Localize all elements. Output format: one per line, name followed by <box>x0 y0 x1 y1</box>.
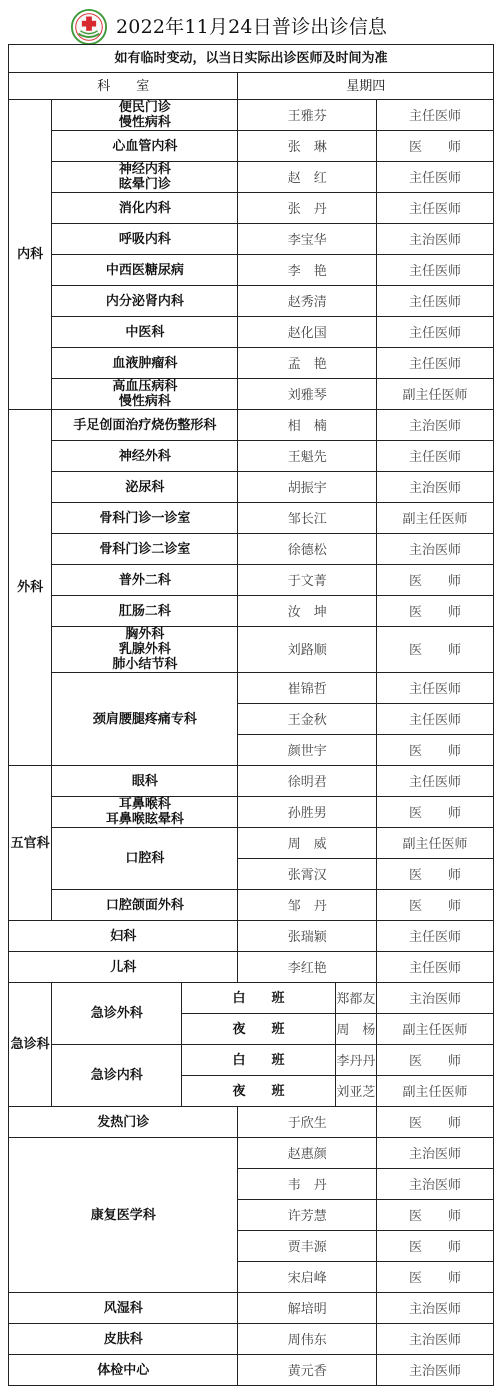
doctor-title: 主任医师 <box>377 100 494 131</box>
dept-cell: 妇科 <box>9 921 238 952</box>
doctor-name: 解培明 <box>238 1293 377 1324</box>
doctor-title: 主治医师 <box>377 224 494 255</box>
doctor-title: 医 师 <box>377 131 494 162</box>
dept-cell: 中西医糖尿病 <box>52 255 238 286</box>
doctor-name: 赵秀清 <box>238 286 377 317</box>
category-jizhen: 急诊科 <box>9 983 52 1107</box>
doctor-title: 主任医师 <box>377 673 494 704</box>
doctor-title: 主任医师 <box>377 704 494 735</box>
table-row <box>9 379 494 410</box>
doctor-title: 主任医师 <box>377 317 494 348</box>
column-header-day: 星期四 <box>238 73 494 100</box>
dept-cell: 血液肿瘤科 <box>52 348 238 379</box>
doctor-name: 孙胜男 <box>238 797 377 828</box>
shift-cell: 白 班 <box>182 1045 336 1076</box>
dept-cell: 口腔科 <box>52 828 238 890</box>
table-row <box>9 1293 494 1324</box>
dept-cell: 康复医学科 <box>9 1138 238 1293</box>
doctor-title: 主任医师 <box>377 193 494 224</box>
dept-cell: 皮肤科 <box>9 1324 238 1355</box>
table-row <box>9 565 494 596</box>
dept-cell: 消化内科 <box>52 193 238 224</box>
doctor-title: 医 师 <box>377 565 494 596</box>
doctor-title: 医 师 <box>377 735 494 766</box>
doctor-title: 主治医师 <box>377 1169 494 1200</box>
doctor-name: 汝 坤 <box>238 596 377 627</box>
dept-cell: 儿科 <box>9 952 238 983</box>
doctor-name: 徐明君 <box>238 766 377 797</box>
doctor-name: 李丹丹 <box>335 1045 376 1076</box>
column-header-row <box>9 73 494 100</box>
doctor-title: 医 师 <box>377 890 494 921</box>
doctor-name: 胡振宇 <box>238 472 377 503</box>
table-row <box>9 673 494 704</box>
table-row <box>9 952 494 983</box>
doctor-name: 许芳慧 <box>238 1200 377 1231</box>
doctor-name: 贾丰源 <box>238 1231 377 1262</box>
doctor-name: 邹 丹 <box>238 890 377 921</box>
doctor-title: 医 师 <box>377 596 494 627</box>
doctor-name: 王魁先 <box>238 441 377 472</box>
table-row <box>9 131 494 162</box>
doctor-title: 主任医师 <box>377 766 494 797</box>
doctor-title: 主治医师 <box>377 983 494 1014</box>
dept-cell: 颈肩腰腿疼痛专科 <box>52 673 238 766</box>
table-row <box>9 193 494 224</box>
table-row <box>9 1138 494 1169</box>
doctor-name: 赵惠颜 <box>238 1138 377 1169</box>
doctor-name: 黄元香 <box>238 1355 377 1386</box>
doctor-name: 于文菁 <box>238 565 377 596</box>
category-neike: 内科 <box>9 100 52 410</box>
schedule-table <box>8 44 494 1386</box>
doctor-title: 医 师 <box>377 1231 494 1262</box>
table-row <box>9 983 494 1014</box>
dept-cell: 骨科门诊二诊室 <box>52 534 238 565</box>
doctor-name: 徐德松 <box>238 534 377 565</box>
table-row <box>9 503 494 534</box>
doctor-title: 主任医师 <box>377 348 494 379</box>
table-row <box>9 410 494 441</box>
table-row <box>9 162 494 193</box>
category-waike: 外科 <box>9 410 52 766</box>
table-row <box>9 766 494 797</box>
doctor-title: 主治医师 <box>377 472 494 503</box>
table-row <box>9 224 494 255</box>
doctor-title: 医 师 <box>377 1045 494 1076</box>
table-row <box>9 441 494 472</box>
table-row <box>9 534 494 565</box>
doctor-name: 李 艳 <box>238 255 377 286</box>
doctor-name: 相 楠 <box>238 410 377 441</box>
doctor-name: 周伟东 <box>238 1324 377 1355</box>
dept-cell: 体检中心 <box>9 1355 238 1386</box>
column-header-dept: 科 室 <box>9 73 238 100</box>
dept-cell: 心血管内科 <box>52 131 238 162</box>
doctor-name: 李宝华 <box>238 224 377 255</box>
dept-cell: 肛肠二科 <box>52 596 238 627</box>
doctor-title: 主治医师 <box>377 1355 494 1386</box>
table-row <box>9 921 494 952</box>
doctor-name: 周 杨 <box>335 1014 376 1045</box>
table-row <box>9 1107 494 1138</box>
doctor-name: 宋启峰 <box>238 1262 377 1293</box>
doctor-title: 主任医师 <box>377 255 494 286</box>
dept-cell: 风湿科 <box>9 1293 238 1324</box>
doctor-title: 副主任医师 <box>377 503 494 534</box>
table-row <box>9 100 494 131</box>
notice-row <box>9 45 494 73</box>
dept-cell: 骨科门诊一诊室 <box>52 503 238 534</box>
doctor-name: 刘路顺 <box>238 627 377 673</box>
doctor-title: 医 师 <box>377 627 494 673</box>
doctor-title: 主治医师 <box>377 1324 494 1355</box>
doctor-name: 王雅芬 <box>238 100 377 131</box>
table-row <box>9 1045 494 1076</box>
notice-text: 如有临时变动，以当日实际出诊医师及时间为准 <box>9 45 494 73</box>
table-row <box>9 1324 494 1355</box>
hospital-logo-icon <box>70 8 108 46</box>
table-row <box>9 596 494 627</box>
dept-cell: 手足创面治疗烧伤整形科 <box>52 410 238 441</box>
doctor-name: 王金秋 <box>238 704 377 735</box>
doctor-title: 医 师 <box>377 797 494 828</box>
doctor-name: 赵化国 <box>238 317 377 348</box>
dept-cell: 神经内科 眩晕门诊 <box>52 162 238 193</box>
doctor-title: 主治医师 <box>377 1138 494 1169</box>
dept-cell: 神经外科 <box>52 441 238 472</box>
page-title: 2022年11月24日普诊出诊信息 <box>116 16 388 38</box>
doctor-title: 副主任医师 <box>377 1014 494 1045</box>
table-row <box>9 317 494 348</box>
dept-cell: 胸外科 乳腺外科 肺小结节科 <box>52 627 238 673</box>
dept-cell: 内分泌肾内科 <box>52 286 238 317</box>
table-row <box>9 797 494 828</box>
dept-cell: 中医科 <box>52 317 238 348</box>
dept-cell: 急诊外科 <box>52 983 182 1045</box>
dept-cell: 口腔颌面外科 <box>52 890 238 921</box>
doctor-title: 主任医师 <box>377 921 494 952</box>
table-row <box>9 348 494 379</box>
doctor-title: 副主任医师 <box>377 828 494 859</box>
dept-cell: 高血压病科 慢性病科 <box>52 379 238 410</box>
doctor-title: 主任医师 <box>377 952 494 983</box>
shift-cell: 白 班 <box>182 983 336 1014</box>
doctor-title: 医 师 <box>377 1200 494 1231</box>
doctor-title: 主治医师 <box>377 534 494 565</box>
table-row <box>9 472 494 503</box>
dept-cell: 发热门诊 <box>9 1107 238 1138</box>
table-row <box>9 286 494 317</box>
doctor-name: 郑都友 <box>335 983 376 1014</box>
doctor-name: 周 威 <box>238 828 377 859</box>
dept-cell: 呼吸内科 <box>52 224 238 255</box>
dept-cell: 耳鼻喉科 耳鼻喉眩晕科 <box>52 797 238 828</box>
table-row <box>9 828 494 859</box>
doctor-name: 张霄汉 <box>238 859 377 890</box>
category-wuguan: 五官科 <box>9 766 52 921</box>
doctor-name: 于欣生 <box>238 1107 377 1138</box>
dept-cell: 眼科 <box>52 766 238 797</box>
doctor-name: 赵 红 <box>238 162 377 193</box>
doctor-name: 刘雅琴 <box>238 379 377 410</box>
dept-cell: 急诊内科 <box>52 1045 182 1107</box>
dept-cell: 便民门诊 慢性病科 <box>52 100 238 131</box>
doctor-title: 医 师 <box>377 1107 494 1138</box>
doctor-name: 邹长江 <box>238 503 377 534</box>
doctor-name: 张瑞颖 <box>238 921 377 952</box>
doctor-name: 李红艳 <box>238 952 377 983</box>
doctor-name: 张 丹 <box>238 193 377 224</box>
doctor-title: 医 师 <box>377 859 494 890</box>
doctor-title: 主治医师 <box>377 410 494 441</box>
doctor-name: 孟 艳 <box>238 348 377 379</box>
header <box>6 4 494 42</box>
table-row <box>9 1355 494 1386</box>
doctor-title: 主治医师 <box>377 1293 494 1324</box>
doctor-title: 主任医师 <box>377 162 494 193</box>
shift-cell: 夜 班 <box>182 1076 336 1107</box>
table-row <box>9 255 494 286</box>
doctor-title: 副主任医师 <box>377 379 494 410</box>
doctor-title: 副主任医师 <box>377 1076 494 1107</box>
doctor-name: 张 琳 <box>238 131 377 162</box>
dept-cell: 普外二科 <box>52 565 238 596</box>
dept-cell: 泌尿科 <box>52 472 238 503</box>
shift-cell: 夜 班 <box>182 1014 336 1045</box>
doctor-name: 韦 丹 <box>238 1169 377 1200</box>
table-row <box>9 890 494 921</box>
doctor-name: 颜世宇 <box>238 735 377 766</box>
table-row <box>9 627 494 673</box>
doctor-title: 医 师 <box>377 1262 494 1293</box>
doctor-title: 主任医师 <box>377 286 494 317</box>
doctor-name: 崔锦哲 <box>238 673 377 704</box>
doctor-name: 刘亚芝 <box>335 1076 376 1107</box>
doctor-title: 主任医师 <box>377 441 494 472</box>
